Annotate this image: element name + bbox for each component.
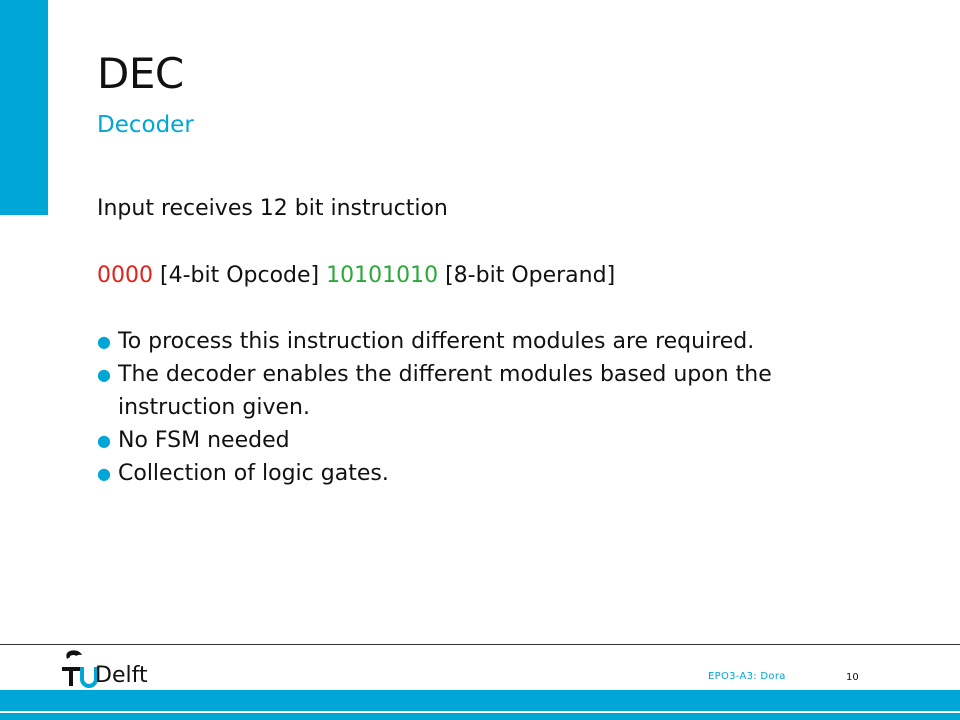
bullet-dot-icon: ● — [97, 431, 111, 450]
logo-text: Delft — [95, 663, 148, 688]
footer-rule — [0, 644, 960, 645]
bullet-item — [97, 358, 837, 424]
operand-bits: 10101010 — [326, 263, 439, 288]
accent-bar — [0, 0, 48, 215]
opcode-label: [4-bit Opcode] — [153, 263, 327, 288]
bullet-text: Collection of logic gates. — [118, 461, 389, 486]
bullet-list — [97, 325, 837, 490]
bullet-item — [97, 325, 837, 358]
opcode-bits: 0000 — [97, 263, 153, 288]
bullet-dot-icon: ● — [97, 464, 111, 483]
bullet-text: To process this instruction different modules are required. — [118, 329, 755, 354]
bottom-band — [0, 690, 960, 720]
bullet-dot-icon: ● — [97, 332, 111, 351]
instruction-format — [97, 260, 615, 292]
footer-label: EPO3-A3: Dora — [708, 671, 786, 682]
bullet-text: The decoder enables the different modules based upon the instruction given. — [118, 362, 772, 420]
bullet-item — [97, 457, 837, 490]
bullet-text: No FSM needed — [118, 428, 290, 453]
slide-subtitle: Decoder — [97, 112, 194, 138]
bullet-dot-icon: ● — [97, 365, 111, 384]
operand-label: [8-bit Operand] — [438, 263, 616, 288]
bottom-band-line — [0, 711, 960, 713]
intro-text: Input receives 12 bit instruction — [97, 196, 448, 221]
page-number: 10 — [846, 672, 859, 683]
slide-title: DEC — [97, 49, 184, 98]
bullet-item — [97, 424, 837, 457]
